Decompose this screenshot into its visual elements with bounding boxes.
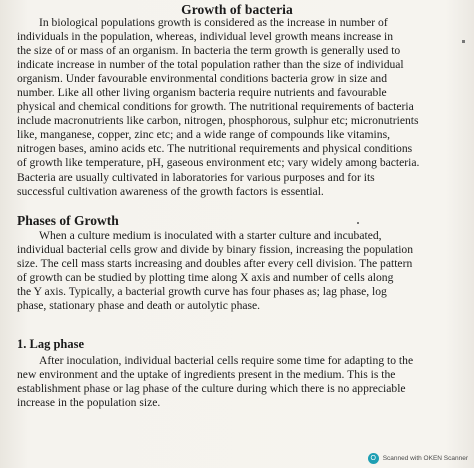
text-line: establishment phase or lag phase of the culture during which there is no appreciable (17, 382, 406, 396)
paragraph-growth-intro (17, 16, 462, 199)
text-line: In biological populations growth is considered as the increase in number of (39, 16, 388, 29)
section-heading-phases: Phases of Growth (17, 213, 119, 228)
text-line: of growth can be studied by plotting time along X axis and number of cells along (17, 271, 394, 285)
scan-speck (462, 40, 465, 43)
text-line: successful cultivation awareness of the growth factors is essential. (17, 184, 324, 198)
scanner-watermark-text: Scanned with OKEN Scanner (382, 455, 468, 462)
document-title: Growth of bacteria (181, 2, 293, 17)
text-line: the Y axis. Typically, a bacterial growth curve has four phases as; lag phase, log (17, 285, 387, 299)
scanner-logo-icon: O (368, 453, 379, 464)
text-line: organism. Under favourable environmental conditions bacteria grow in size and (17, 72, 388, 86)
text-line: indicate increase in number of the total population rather than the size of individual (17, 58, 404, 72)
text-line: individual bacterial cells grow and divide by binary fission, increasing the population (17, 243, 414, 257)
text-line: include macronutrients like carbon, nitrogen, phosphorous, sulphur etc; micronutrients (17, 114, 419, 128)
text-line: Bacteria are usually cultivated in laboratories for various purposes and for its (17, 170, 375, 184)
scan-speck (357, 222, 359, 224)
paragraph-phases (17, 229, 462, 313)
text-line: number. Like all other living organism bacteria require nutrients and favourable (17, 86, 387, 100)
text-line: new environment and the uptake of ingredients present in the medium. This is the (17, 368, 396, 382)
text-line: increase in the population size. (17, 396, 161, 410)
text-line: When a culture medium is inoculated with a starter culture and incubated, (39, 229, 382, 242)
text-line: size. The cell mass starts increasing and doubles after every cell division. The pattern (17, 257, 413, 271)
text-line: phase, stationary phase and death or autolytic phase. (17, 299, 261, 313)
text-line: the size of or mass of an organism. In bacteria the term growth is generally used to (17, 44, 401, 58)
scanner-watermark (368, 453, 468, 464)
text-line: After inoculation, individual bacterial cells require some time for adapting to the (39, 354, 414, 367)
text-line: nitrogen bases, amino acids etc. The nutritional requirements and physical conditions (17, 142, 413, 156)
text-line: of growth like temperature, pH, gaseous environment etc; vary widely among bacteria. (17, 156, 420, 170)
paragraph-lag-phase (17, 354, 462, 410)
section-heading-lag-phase: 1. Lag phase (17, 337, 85, 351)
text-line: like, manganese, copper, zinc etc; and a wide range of compounds like vitamins, (17, 128, 390, 142)
text-line: individuals in the population, whereas, individual level growth means increase in (17, 30, 394, 44)
text-line: physical and chemical conditions for growth. The nutritional requirements of bacteria (17, 100, 414, 114)
